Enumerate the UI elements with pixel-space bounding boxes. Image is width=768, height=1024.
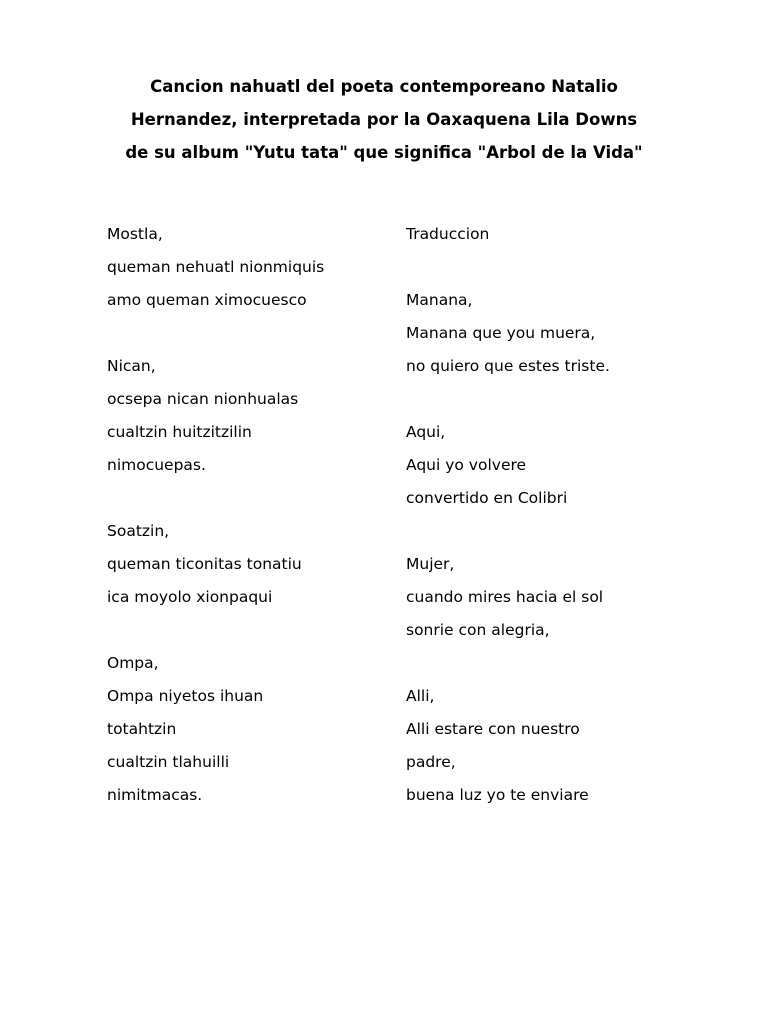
translation-line: Aqui yo volvere (406, 456, 527, 474)
nahuatl-line: nimitmacas. (107, 786, 203, 804)
translation-line: no quiero que estes triste. (406, 357, 610, 375)
translation-line: sonrie con alegria, (406, 621, 550, 639)
nahuatl-line (107, 482, 324, 515)
translation-line: convertido en Colibri (406, 489, 568, 507)
nahuatl-line (107, 614, 324, 647)
nahuatl-line: amo queman ximocuesco (107, 291, 307, 309)
nahuatl-line: totahtzin (107, 720, 177, 738)
title-line-1: Cancion nahuatl del poeta contemporeano Natalio (150, 77, 618, 96)
translation-line: cuando mires hacia el sol (406, 588, 604, 606)
translation-line: Traduccion (406, 225, 490, 243)
nahuatl-line (107, 317, 324, 350)
translation-line: padre, (406, 753, 456, 771)
translation-line: Mujer, (406, 555, 455, 573)
nahuatl-line: queman ticonitas tonatiu (107, 555, 302, 573)
translation-line (406, 383, 610, 416)
translation-line: Aqui, (406, 423, 446, 441)
nahuatl-line: nimocuepas. (107, 456, 206, 474)
translation-line: Manana que you muera, (406, 324, 596, 342)
translation-line (406, 515, 610, 548)
translation-line (406, 251, 610, 284)
nahuatl-line: cualtzin huitzitzilin (107, 423, 252, 441)
nahuatl-line: Ompa, (107, 654, 159, 672)
title-line-2: Hernandez, interpretada por la Oaxaquena Lila Downs (130, 110, 638, 129)
translation-line: buena luz yo te enviare (406, 786, 589, 804)
title-line-3: de su album "Yutu tata" que significa "Arbol de la Vida" (125, 143, 643, 162)
nahuatl-line: Mostla, (107, 225, 163, 243)
translation-line: Alli estare con nuestro (406, 720, 580, 738)
song-title (60, 70, 708, 169)
nahuatl-line: ocsepa nican nionhualas (107, 390, 299, 408)
nahuatl-line: ica moyolo xionpaqui (107, 588, 273, 606)
nahuatl-lyrics-column (107, 218, 324, 812)
nahuatl-line: Soatzin, (107, 522, 170, 540)
nahuatl-line: cualtzin tlahuilli (107, 753, 230, 771)
translation-line: Manana, (406, 291, 473, 309)
translation-line (406, 647, 610, 680)
nahuatl-line: queman nehuatl nionmiquis (107, 258, 325, 276)
translation-column (406, 218, 610, 812)
translation-line: Alli, (406, 687, 435, 705)
nahuatl-line: Nican, (107, 357, 156, 375)
nahuatl-line: Ompa niyetos ihuan (107, 687, 264, 705)
